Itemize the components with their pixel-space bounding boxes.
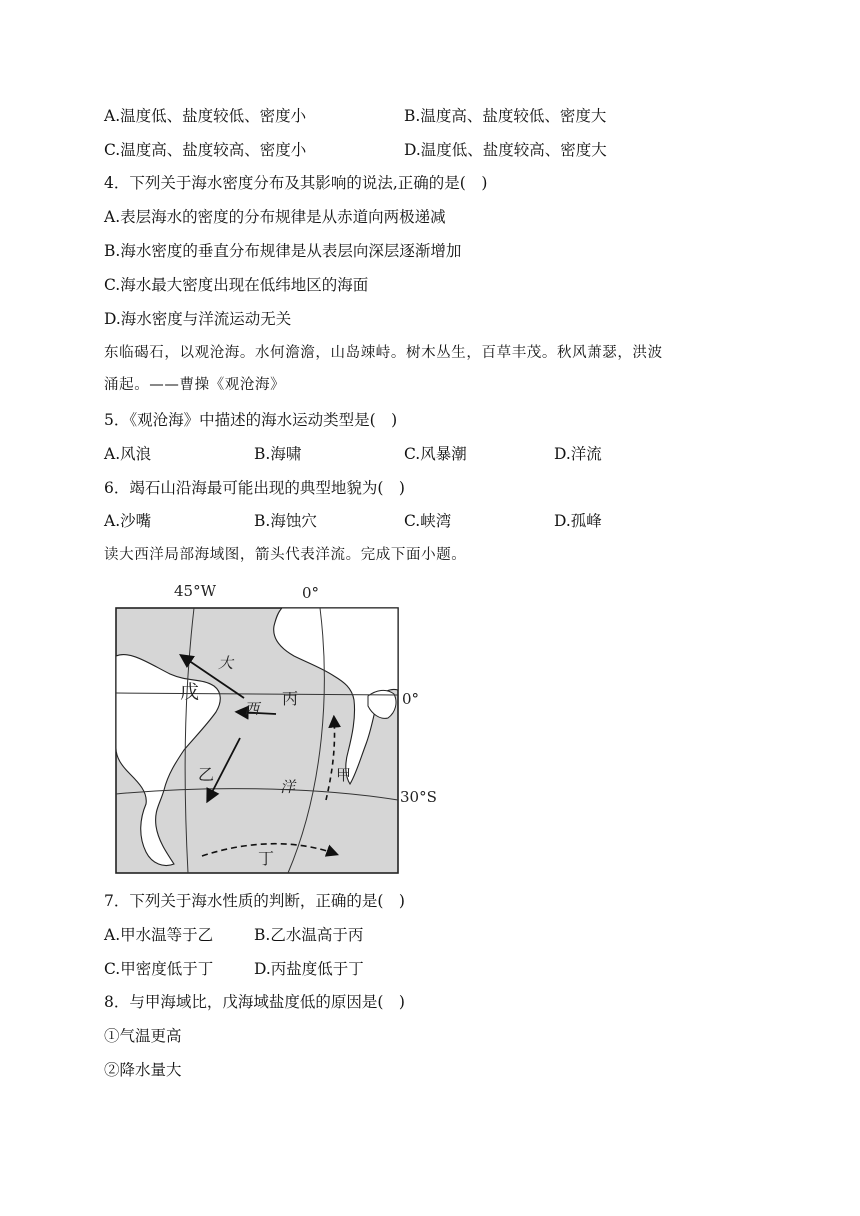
- q6-option-d: D.孤峰: [554, 512, 602, 530]
- q4-option-a: A.表层海水的密度的分布规律是从赤道向两极递减: [104, 208, 446, 226]
- q7-option-a: A.甲水温等于乙: [104, 926, 214, 944]
- q6-stem: 6．竭石山沿海最可能出现的典型地貌为( ): [104, 479, 405, 497]
- q5-option-a: A.风浪: [104, 445, 152, 463]
- ocean-char-yang: 洋: [280, 778, 296, 796]
- q4-stem: 4．下列关于海水密度分布及其影响的说法,正确的是( ): [104, 174, 488, 192]
- label-yi: 乙: [198, 765, 215, 784]
- poem-line-1: 东临碣石，以观沧海。水何澹澹，山岛竦峙。树木丛生，百草丰茂。秋风萧瑟，洪波: [104, 345, 663, 361]
- q4-option-c: C.海水最大密度出现在低纬地区的海面: [104, 276, 369, 294]
- ocean-char-xi: 西: [244, 700, 260, 718]
- q4-option-b: B.海水密度的垂直分布规律是从表层向深层逐渐增加: [104, 242, 462, 260]
- q5-option-c: C.风暴潮: [404, 445, 467, 463]
- q4-option-d: D.海水密度与洋流运动无关: [104, 310, 292, 328]
- q3-option-c: C.温度高、盐度较高、密度小: [104, 141, 307, 159]
- atlantic-map-figure: [110, 578, 450, 878]
- atlantic-map: [110, 578, 450, 878]
- label-ding: 丁: [258, 849, 275, 868]
- q5-option-d: D.洋流: [554, 445, 602, 463]
- q3-option-d: D.温度低、盐度较高、密度大: [404, 141, 607, 159]
- q3-option-row-2: [104, 139, 607, 161]
- ocean-char-da: 大: [218, 654, 234, 672]
- q5-stem: 5．《观沧海》中描述的海水运动类型是( ): [104, 411, 398, 429]
- q7-option-d: D.丙盐度低于丁: [254, 960, 364, 978]
- q5-option-b: B.海啸: [254, 445, 302, 463]
- label-wu: 戊: [180, 681, 200, 703]
- q8-item-1: ①气温更高: [104, 1027, 182, 1045]
- label-30s: 30°S: [400, 788, 437, 806]
- q7-option-b: B.乙水温高于丙: [254, 926, 364, 944]
- q3-option-b: B.温度高、盐度较低、密度大: [404, 107, 607, 125]
- map-intro: 读大西洋局部海域图，箭头代表洋流。完成下面小题。: [104, 547, 467, 563]
- q8-stem: 8．与甲海域比，戊海域盐度低的原因是( ): [104, 993, 405, 1011]
- q8-item-2: ②降水量大: [104, 1061, 182, 1079]
- label-jia: 甲: [336, 766, 352, 784]
- label-lat-0: 0°: [402, 690, 420, 708]
- q3-option-row-1: [104, 105, 607, 127]
- q7-option-c: C.甲密度低于丁: [104, 960, 214, 978]
- q6-option-a: A.沙嘴: [104, 512, 152, 530]
- q7-stem: 7．下列关于海水性质的判断，正确的是( ): [104, 892, 405, 910]
- poem-line-2: 涌起。——曹操《观沧海》: [104, 377, 286, 393]
- label-45w: 45°W: [174, 582, 217, 600]
- label-bing: 丙: [282, 689, 299, 708]
- q3-option-a: A.温度低、盐度较低、密度小: [104, 107, 307, 125]
- q6-option-b: B.海蚀穴: [254, 512, 317, 530]
- label-lon-0: 0°: [302, 584, 320, 602]
- q6-option-c: C.峡湾: [404, 512, 452, 530]
